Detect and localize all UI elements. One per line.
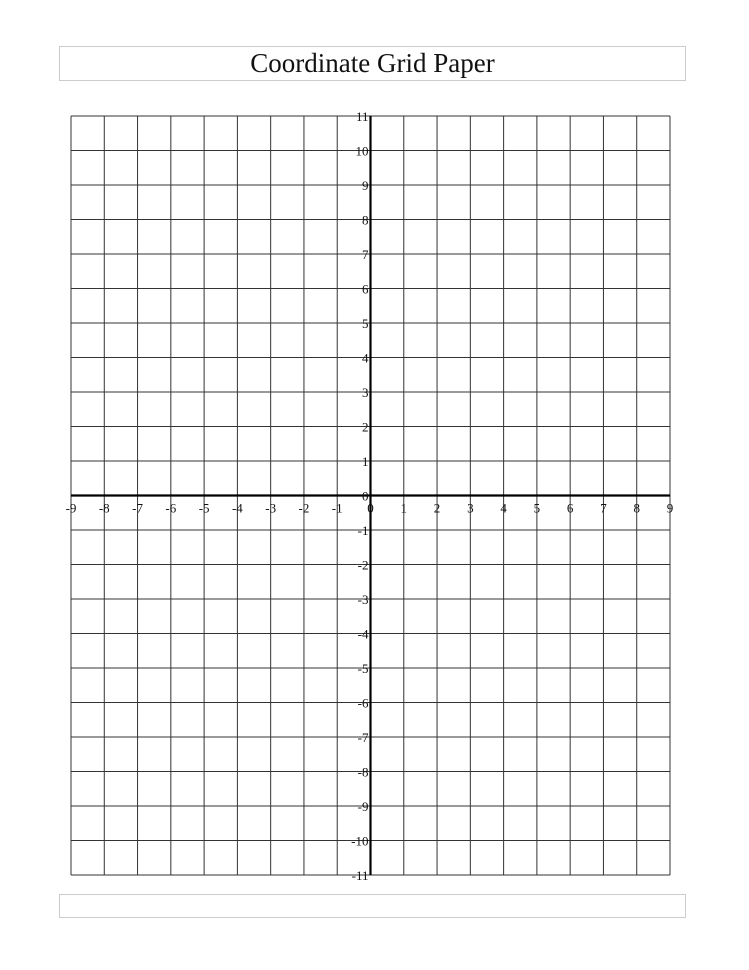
page-title: Coordinate Grid Paper <box>250 48 495 78</box>
y-tick-label: 11 <box>355 109 369 124</box>
y-tick-label: 7 <box>362 247 369 262</box>
x-tick-label: -3 <box>265 500 277 516</box>
y-tick-label: 5 <box>362 316 369 331</box>
x-tick-label: -7 <box>132 500 143 516</box>
y-tick-label: -2 <box>357 557 369 573</box>
y-tick-label: 10 <box>355 143 369 159</box>
x-tick-label: -4 <box>231 500 243 516</box>
x-tick-label: 0 <box>367 500 374 516</box>
y-tick-label: 0 <box>362 488 369 504</box>
x-tick-label: -8 <box>98 500 110 516</box>
x-tick-label: -2 <box>298 500 310 516</box>
y-tick-label: -7 <box>357 730 369 745</box>
x-tick-label: -5 <box>198 500 210 516</box>
footer-box <box>59 894 686 918</box>
x-tick-label: -6 <box>165 500 177 516</box>
x-tick-label: 4 <box>500 500 507 516</box>
y-tick-label: -10 <box>351 833 369 849</box>
y-tick-label: 6 <box>362 281 369 297</box>
x-tick-label: 3 <box>467 500 474 516</box>
y-tick-label: -8 <box>357 764 369 780</box>
y-tick-label: 1 <box>362 454 369 469</box>
x-tick-label: 1 <box>400 500 408 516</box>
x-tick-label: 7 <box>600 500 607 516</box>
x-tick-label: 9 <box>666 500 674 516</box>
y-tick-label: 8 <box>362 212 369 228</box>
y-tick-label: 4 <box>362 350 369 366</box>
y-tick-label: -4 <box>357 626 369 642</box>
axes <box>71 116 670 875</box>
x-tick-label: -9 <box>65 500 77 516</box>
y-tick-label: -3 <box>357 592 369 607</box>
x-tick-label: 8 <box>633 500 640 516</box>
y-tick-label: -11 <box>351 868 369 883</box>
x-tick-label: 2 <box>433 500 441 516</box>
x-tick-label: 5 <box>533 500 541 516</box>
y-tick-label: -9 <box>357 799 369 814</box>
y-tick-label: -6 <box>357 695 369 711</box>
x-tick-label: -1 <box>331 500 343 516</box>
y-tick-label: -1 <box>357 523 369 538</box>
y-tick-label: 3 <box>362 385 369 400</box>
y-tick-label: 9 <box>362 178 369 193</box>
y-tick-label: -5 <box>357 661 369 676</box>
x-tick-labels <box>66 501 674 516</box>
y-tick-label: 2 <box>362 419 369 435</box>
x-tick-label: 6 <box>566 500 574 516</box>
